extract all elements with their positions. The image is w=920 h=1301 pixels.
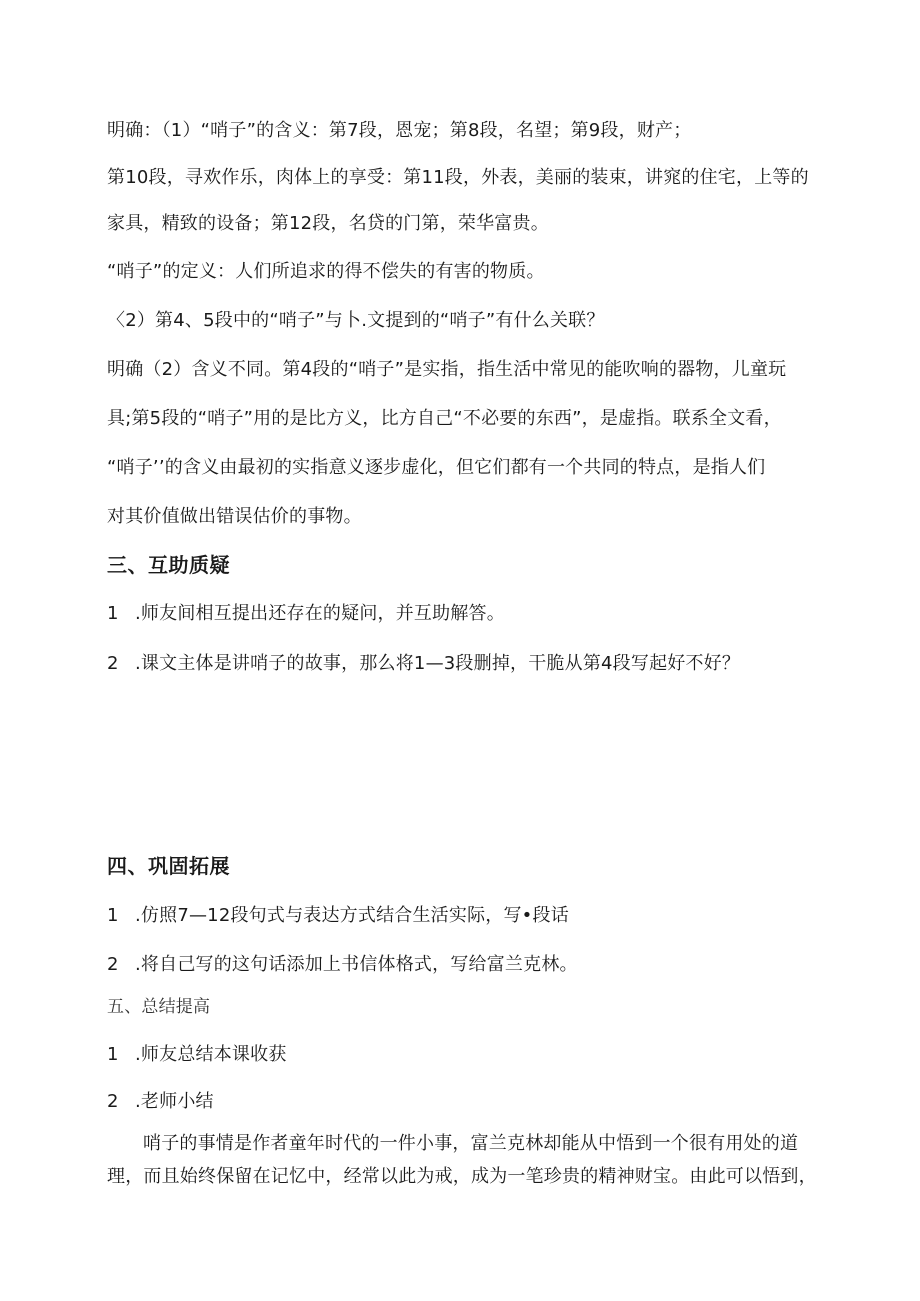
list-number: 2 [107, 1091, 119, 1112]
question-2-line: 〈2）第4、5段中的“哨子”与卜.文提到的“哨子”有什么关联？ [107, 310, 605, 331]
closing-line-1: 哨子的事情是作者童年时代的一件小事，富兰克林却能从中悟到一个很有用处的道 [143, 1133, 799, 1154]
list-number: 2 [107, 954, 119, 975]
answer-2-line-3: “哨子’’的含义由最初的实指意义逐步虚化，但它们都有一个共同的特点，是指人们 [107, 457, 766, 478]
list-text: .老师小结 [135, 1091, 214, 1112]
answer-2-line-1: 明确（2）含义不同。第4段的“哨子”是实指，指生活中常见的能吹响的器物，儿童玩 [107, 359, 787, 380]
list-text: .师友总结本课收获 [135, 1044, 287, 1065]
section-3-item-2 [107, 652, 740, 676]
section-4-item-2 [107, 953, 578, 977]
list-text: .将自己写的这句话添加上书信体格式，写给富兰克林。 [135, 954, 578, 975]
section-4-heading: 四、巩固拓展 [107, 854, 230, 878]
answer-2-line-4: 对其价值做出错误估价的事物。 [107, 506, 362, 527]
answer-line-3: 家具，精致的设备；第12段，名贷的门第，荣华富贵。 [107, 213, 549, 234]
section-5-heading: 五、总结提高 [107, 997, 211, 1017]
section-5-item-2 [107, 1090, 214, 1114]
list-number: 1 [107, 1044, 119, 1065]
section-4-item-1 [107, 904, 569, 928]
answer-2-line-2: 具;第5段的“哨子”用的是比方义，比方自己“不必要的东西”，是虚指。联系全文看， [107, 408, 782, 429]
list-text: .师友间相互提出还存在的疑问，并互助解答。 [135, 603, 505, 624]
section-5-item-1 [107, 1043, 287, 1067]
list-text: .课文主体是讲哨子的故事，那么将1—3段删掉，干脆从第4段写起好不好？ [135, 653, 741, 674]
definition-line: “哨子”的定义：人们所追求的得不偿失的有害的物质。 [107, 261, 545, 282]
answer-line-1: 明确：（1）“哨子”的含义：第7段，恩宠；第8段，名望；第9段，财产； [107, 120, 692, 141]
list-number: 1 [107, 603, 119, 624]
closing-line-2: 理，而且始终保留在记忆中，经常以此为戒，成为一笔珍贵的精神财宝。由此可以悟到， [107, 1166, 817, 1187]
list-number: 1 [107, 905, 119, 926]
section-3-heading: 三、互助质疑 [107, 553, 230, 577]
list-number: 2 [107, 653, 119, 674]
list-text: .仿照7—12段句式与表达方式结合生活实际，写•段话 [135, 905, 569, 926]
answer-line-2: 第10段，寻欢作乐，肉体上的享受：第11段，外表，美丽的装束，讲窕的住宅，上等的 [107, 167, 809, 188]
section-3-item-1 [107, 602, 505, 626]
